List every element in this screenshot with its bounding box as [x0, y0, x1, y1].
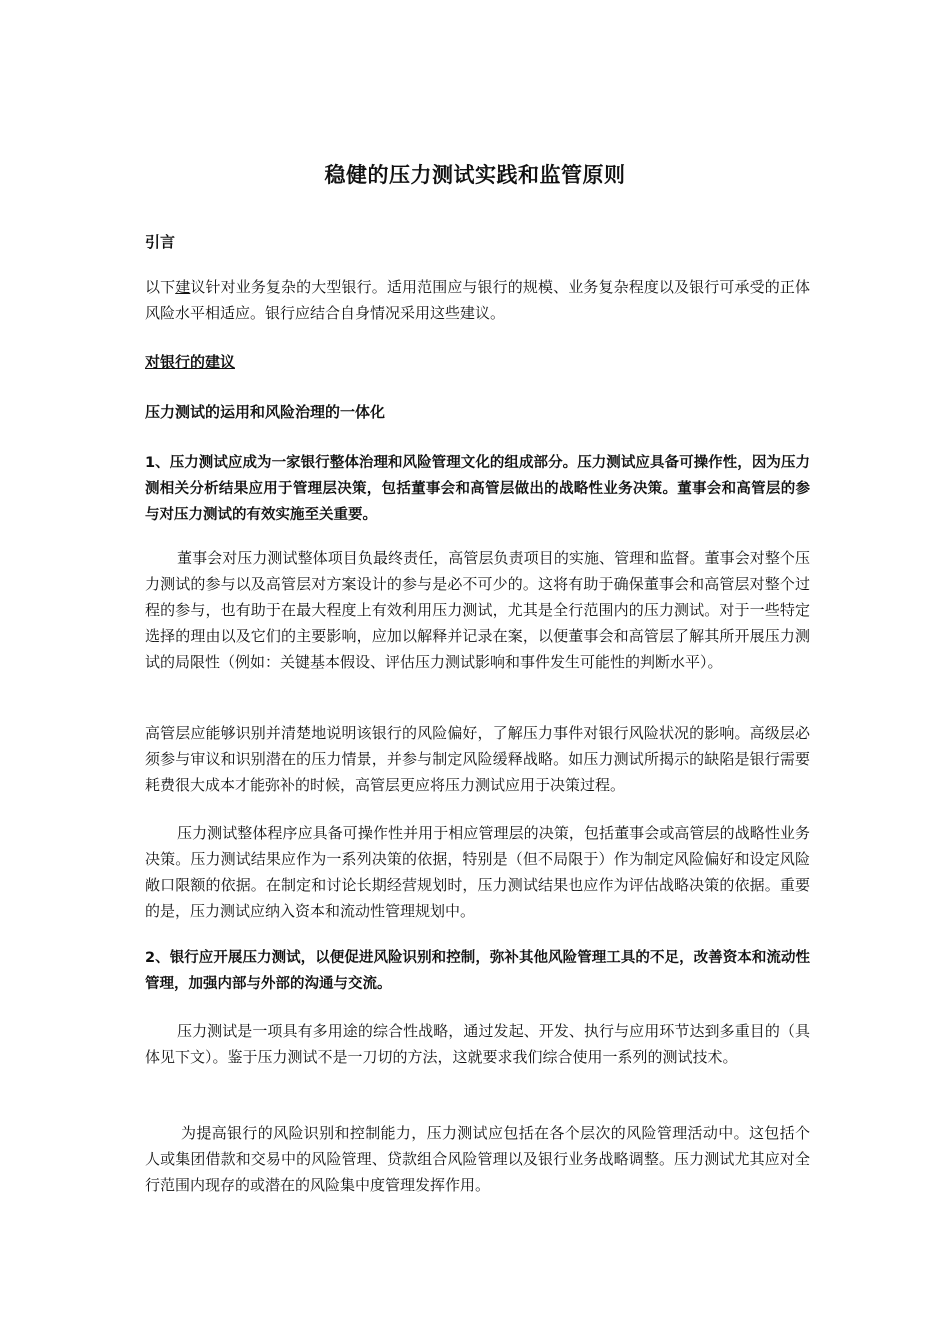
- paragraph-2a: 压力测试是一项具有多用途的综合性战略，通过发起、开发、执行与应用环节达到多重目的（具体见下文）。鉴于压力测试不是一刀切的方法，这就要求我们综合使用一系列的测试技术。: [145, 1022, 810, 1066]
- intro-paragraph-rest: 议针对业务复杂的大型银行。适用范围应与银行的规模、业务复杂程度以及银行可承受的正体风险水平相适应。银行应结合自身情况采用这些建议。: [145, 278, 810, 322]
- intro-paragraph-prefix: 以下: [145, 278, 176, 296]
- principle-2: 2、银行应开展压力测试，以便促进风险识别和控制，弥补其他风险管理工具的不足，改善资本和流动性管理，加强内部与外部的沟通与交流。: [145, 950, 810, 992]
- recommendations-heading: 对银行的建议: [145, 353, 236, 371]
- document-title: 稳健的压力测试实践和监管原则: [324, 163, 626, 187]
- intro-paragraph: [145, 274, 810, 326]
- intro-paragraph-underlined: 建: [175, 278, 191, 296]
- paragraph-1a: 董事会对压力测试整体项目负最终责任，高管层负责项目的实施、管理和监督。董事会对整个压力测试的参与以及高管层对方案设计的参与是必不可少的。这将有助于确保董事会和高管层对整个过程的参与，也有助于在最大程度上有效利用压力测试，尤其是全行范围内的压力测试。对于一些特定选择的理由以及它们的主要影响，应加以解释并记录在案，以便董事会和高管层了解其所开展压力测试的局限性（例如：关键基本假设、评估压力测试影响和事件发生可能性的判断水平）。: [145, 549, 810, 671]
- paragraph-1c: 压力测试整体程序应具备可操作性并用于相应管理层的决策，包括董事会或高管层的战略性业务决策。压力测试结果应作为一系列决策的依据，特别是（但不局限于）作为制定风险偏好和设定风险敞口限额的依据。在制定和讨论长期经营规划时，压力测试结果也应作为评估战略决策的依据。重要的是，压力测试应纳入资本和流动性管理规划中。: [145, 824, 810, 920]
- principle-1: 1、压力测试应成为一家银行整体治理和风险管理文化的组成部分。压力测试应具备可操作性，因为压力测相关分析结果应用于管理层决策，包括董事会和高管层做出的战略性业务决策。董事会和高管层的参与对压力测试的有效实施至关重要。: [145, 455, 810, 523]
- subsection-heading: 压力测试的运用和风险治理的一体化: [145, 403, 386, 421]
- paragraph-2b: 为提高银行的风险识别和控制能力，压力测试应包括在各个层次的风险管理活动中。这包括个人或集团借款和交易中的风险管理、贷款组合风险管理以及银行业务战略调整。压力测试尤其应对全行范围内现存的或潜在的风险集中度管理发挥作用。: [145, 1124, 810, 1194]
- intro-heading: 引言: [145, 233, 176, 251]
- paragraph-1b: 高管层应能够识别并清楚地说明该银行的风险偏好，了解压力事件对银行风险状况的影响。高级层必须参与审议和识别潜在的压力情景，并参与制定风险缓释战略。如压力测试所揭示的缺陷是银行需要耗费很大成本才能弥补的时候，高管层更应将压力测试应用于决策过程。: [145, 724, 810, 794]
